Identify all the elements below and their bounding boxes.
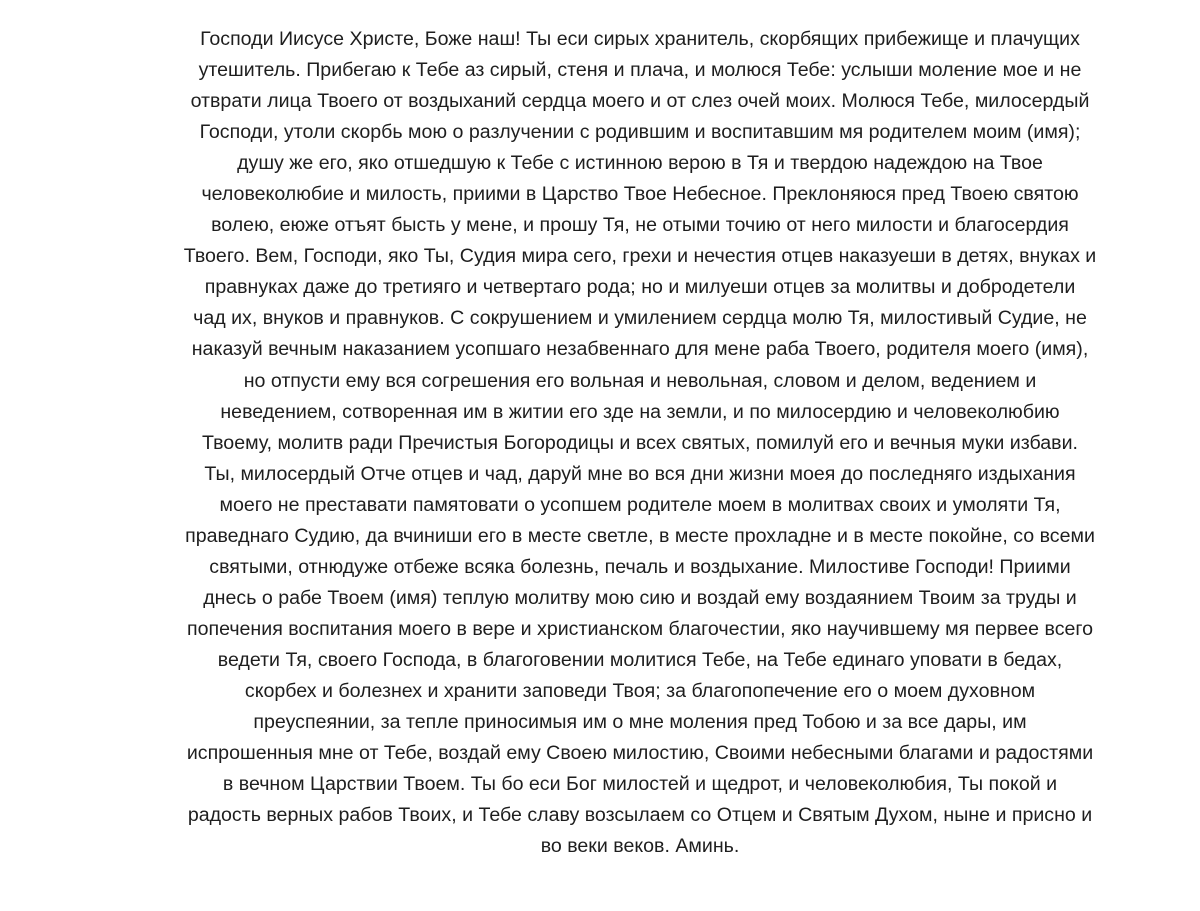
text-line: Твоего. Вем, Господи, яко Ты, Судия мира сего, грехи и нечестия отцев наказуеши в детях, внуках и: [183, 245, 1097, 268]
text-line: попечения воспитания моего в вере и христианском благочестии, яко научившему мя первее всего: [186, 617, 1094, 640]
text-line: святыми, отнюдуже отбеже всяка болезнь, печаль и воздыхание. Милостиве Господи! Приими: [209, 555, 1071, 578]
text-line: днесь о рабе Твоем (имя) теплую молитву мою сию и воздай ему воздаянием Твоим за труды и: [203, 586, 1077, 609]
text-line: Твоему, молитв ради Пречистыя Богородицы и всех святых, помилуй его и вечныя муки избави.: [202, 431, 1078, 454]
text-line: ведети Тя, своего Господа, в благоговении молитися Тебе, на Тебе единаго уповати в бедах,: [217, 648, 1063, 671]
text-line: чад их, внуков и правнуков. С сокрушением и умилением сердца молю Тя, милостивый Судие, не: [193, 307, 1087, 330]
text-line: но отпусти ему вся согрешения его вольная и невольная, словом и делом, ведением и: [243, 369, 1037, 392]
text-line: правнуках даже до третияго и четвертаго рода; но и милуеши отцев за молитвы и добродетели: [204, 276, 1076, 299]
text-line: волею, еюже отъят бысть у мене, и прошу Тя, не отыми точию от него милости и благосердия: [211, 214, 1069, 237]
text-line: радость верных рабов Твоих, и Тебе славу возсылаем со Отцем и Святым Духом, ныне и присно и: [187, 804, 1093, 827]
text-line: отврати лица Твоего от воздыханий сердца моего и от слез очей моих. Молюся Тебе, милосердый: [190, 90, 1090, 113]
text-line-last: во веки веков. Аминь.: [540, 835, 740, 858]
text-line: моего не преставати памятовати о усопшем родителе моем в молитвах своих и умоляти Тя,: [219, 493, 1061, 516]
text-line: праведнаго Судию, да вчиниши его в месте светле, в месте прохладне и в месте покойне, со всеми: [185, 524, 1095, 547]
text-line: испрошенныя мне от Тебе, воздай ему Своею милостию, Своими небесными благами и радостями: [186, 742, 1094, 765]
text-line: преуспеянии, за тепле приносимыя им о мне моления пред Тобою и за все дары, им: [253, 711, 1027, 734]
text-line: человеколюбие и милость, приими в Царство Твое Небесное. Преклоняюся пред Твоею святою: [201, 183, 1079, 206]
text-line: утешитель. Прибегаю к Тебе аз сирый, стеня и плача, и молюся Тебе: услыши моление мое и не: [198, 59, 1082, 82]
text-line: в вечном Царствии Твоем. Ты бо еси Бог милостей и щедрот, и человеколюбия, Ты покой и: [222, 773, 1058, 796]
text-line: Ты, милосердый Отче отцев и чад, даруй мне во вся дни жизни моея до последняго издыхания: [204, 462, 1076, 485]
prayer-text: [120, 24, 1160, 862]
text-line: Господи, утоли скорбь мою о разлучении с родившим и воспитавшим мя родителем моим (имя);: [199, 121, 1081, 144]
text-line: скорбех и болезнех и хранити заповеди Твоя; за благопопечение его о моем духовном: [244, 679, 1036, 702]
text-line: неведением, сотворенная им в житии его зде на земли, и по милосердию и человеколюбию: [220, 400, 1060, 423]
text-line: Господи Иисусе Христе, Боже наш! Ты еси сирых хранитель, скорбящих прибежище и плачущих: [200, 28, 1080, 50]
text-line: наказуй вечным наказанием усопшаго незабвеннаго для мене раба Твоего, родителя моего (имя),: [191, 338, 1089, 361]
text-line: душу же его, яко отшедшую к Тебе с истинною верою в Тя и твердою надеждою на Твое: [237, 152, 1043, 175]
